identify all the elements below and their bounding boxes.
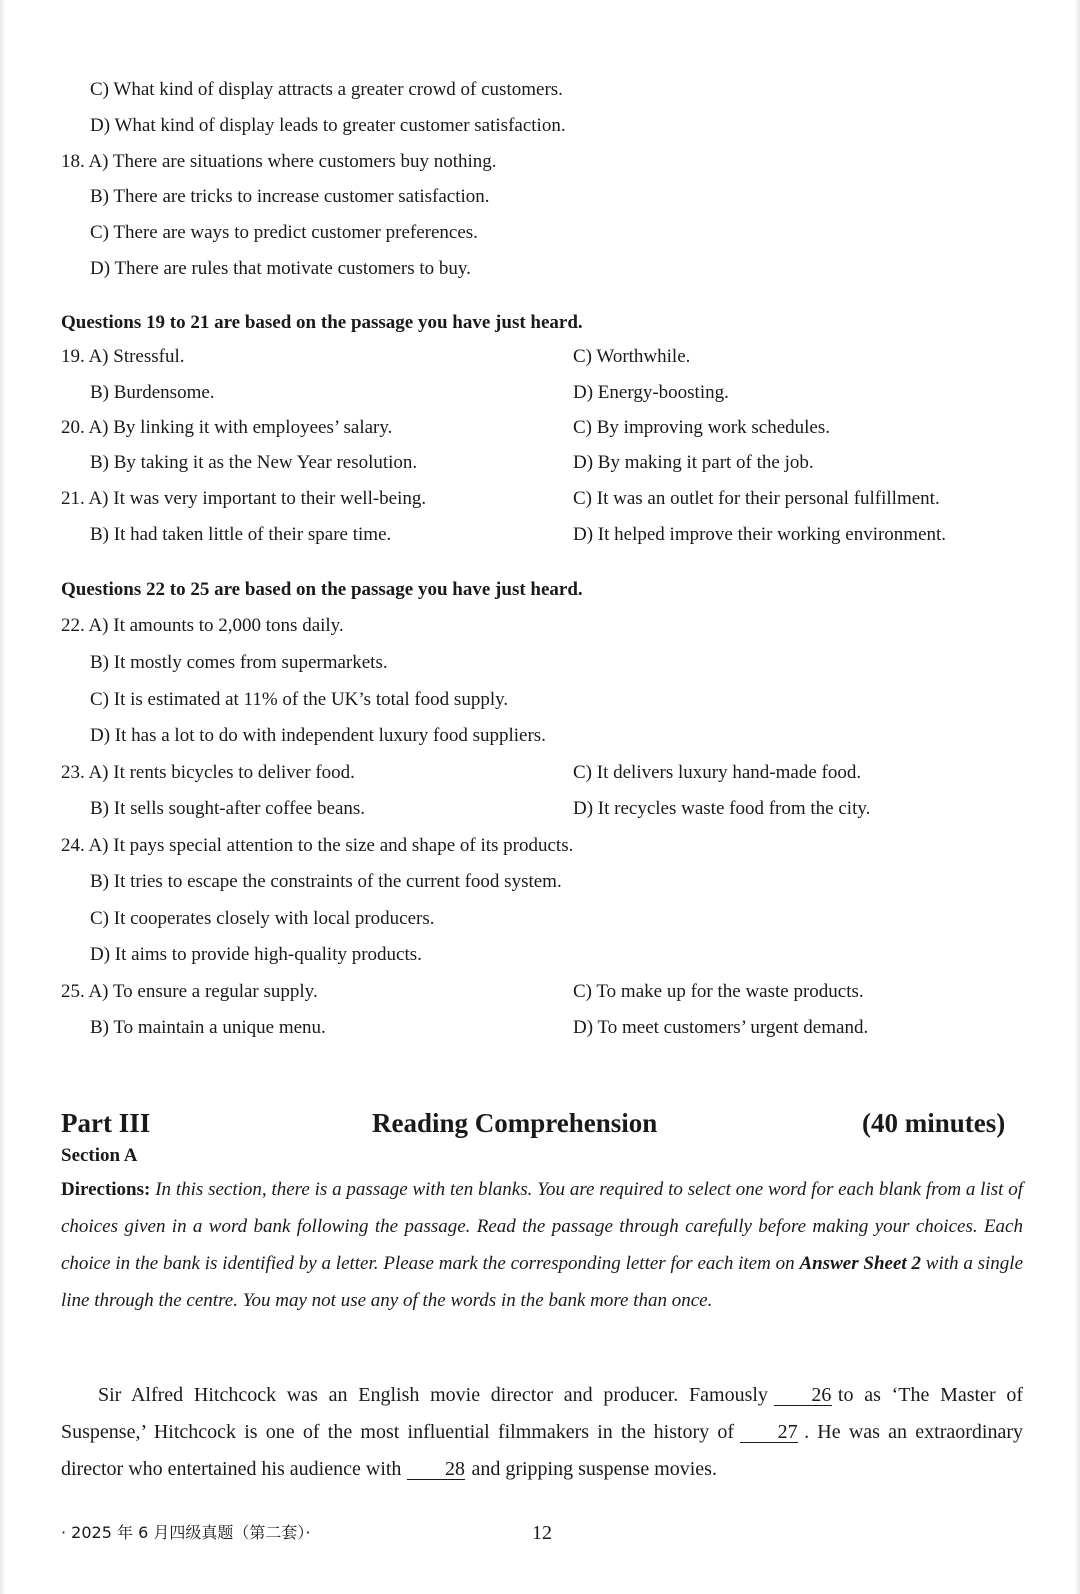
q25-option-c[interactable]: C) To make up for the waste products. [573,981,864,1002]
q23-option-a[interactable]: 23. A) It rents bicycles to deliver food. [61,762,355,783]
q21-option-d[interactable]: D) It helped improve their working environment. [573,524,947,545]
passage-text-1: Sir Alfred Hitchcock was an English movie director and producer. Famously [98,1384,768,1406]
q25-option-b[interactable]: B) To maintain a unique menu. [90,1017,326,1038]
section-title: Section A [61,1145,138,1166]
q22-option-d[interactable]: D) It has a lot to do with independent luxury food suppliers. [90,725,546,746]
q19-option-a[interactable]: 19. A) Stressful. [61,346,185,367]
page-number: 12 [532,1522,552,1544]
directions-label: Directions: [61,1179,151,1200]
blank-28[interactable]: 28 [407,1459,465,1480]
q19-option-c[interactable]: C) Worthwhile. [573,346,691,367]
directions-text-1: In this section, there is a passage with ten blanks. You are required to select one word for each blank from a list of choices given in a word bank following the passage. Read the passage through carefully before making your choices. Each choice in the bank is identified by a letter. Please mark the corresponding letter for each item on [61,1179,1024,1274]
page-edge-left [0,0,6,1594]
q20-option-b[interactable]: B) By taking it as the New Year resolution. [90,452,418,473]
q23-option-d[interactable]: D) It recycles waste food from the city. [573,798,871,819]
q22-option-a[interactable]: 22. A) It amounts to 2,000 tons daily. [61,615,344,636]
q24-option-a[interactable]: 24. A) It pays special attention to the size and shape of its products. [61,835,574,856]
part-time: (40 minutes) [862,1108,1006,1138]
q24-option-c[interactable]: C) It cooperates closely with local producers. [90,908,435,929]
q17-option-c[interactable]: C) What kind of display attracts a greater crowd of customers. [90,79,563,100]
q24-option-d[interactable]: D) It aims to provide high-quality products. [90,944,422,965]
q18-option-d[interactable]: D) There are rules that motivate customers to buy. [90,258,471,279]
questions-19-21-header: Questions 19 to 21 are based on the passage you have just heard. [61,312,583,333]
part-label: Part III [61,1108,151,1138]
q20-option-c[interactable]: C) By improving work schedules. [573,417,831,438]
q25-option-d[interactable]: D) To meet customers’ urgent demand. [573,1017,869,1038]
directions-answer-sheet: Answer Sheet 2 [799,1253,921,1274]
q21-option-b[interactable]: B) It had taken little of their spare time. [90,524,392,545]
q23-option-c[interactable]: C) It delivers luxury hand-made food. [573,762,862,783]
q23-option-b[interactable]: B) It sells sought-after coffee beans. [90,798,366,819]
q25-option-a[interactable]: 25. A) To ensure a regular supply. [61,981,318,1002]
q24-option-b[interactable]: B) It tries to escape the constraints of the current food system. [90,871,562,892]
page-edge-right [1074,0,1080,1594]
q18-option-a[interactable]: 18. A) There are situations where customers buy nothing. [61,151,497,172]
directions-paragraph [61,1171,1023,1319]
blank-26[interactable]: 26 [774,1385,832,1406]
q18-option-c[interactable]: C) There are ways to predict customer preferences. [90,222,478,243]
q18-option-b[interactable]: B) There are tricks to increase customer satisfaction. [90,186,490,207]
passage-text-3: . He was an extraordinary director who entertained his audience with [61,1421,1023,1480]
q21-option-c[interactable]: C) It was an outlet for their personal fulfillment. [573,488,940,509]
directions-text-2: with a single line through the centre. You may not use any of the words in the bank more than once. [61,1253,1024,1311]
part-title: Reading Comprehension [372,1108,658,1138]
questions-22-25-header: Questions 22 to 25 are based on the passage you have just heard. [61,579,583,600]
passage-paragraph [61,1377,1023,1488]
q20-option-d[interactable]: D) By making it part of the job. [573,452,814,473]
q22-option-b[interactable]: B) It mostly comes from supermarkets. [90,652,388,673]
passage-text-4: and gripping suspense movies. [471,1458,717,1480]
q19-option-b[interactable]: B) Burdensome. [90,382,215,403]
q19-option-d[interactable]: D) Energy-boosting. [573,382,729,403]
q22-option-c[interactable]: C) It is estimated at 11% of the UK’s total food supply. [90,689,509,710]
footer-source: · 2025 年 6 月四级真题（第二套）· [61,1523,311,1542]
blank-27[interactable]: 27 [740,1422,798,1443]
q21-option-a[interactable]: 21. A) It was very important to their well-being. [61,488,427,509]
q17-option-d[interactable]: D) What kind of display leads to greater customer satisfaction. [90,115,566,136]
q20-option-a[interactable]: 20. A) By linking it with employees’ salary. [61,417,393,438]
passage-text-2: to as ‘The Master of Suspense,’ Hitchcock is one of the most influential filmmakers in the history of [61,1384,1024,1443]
